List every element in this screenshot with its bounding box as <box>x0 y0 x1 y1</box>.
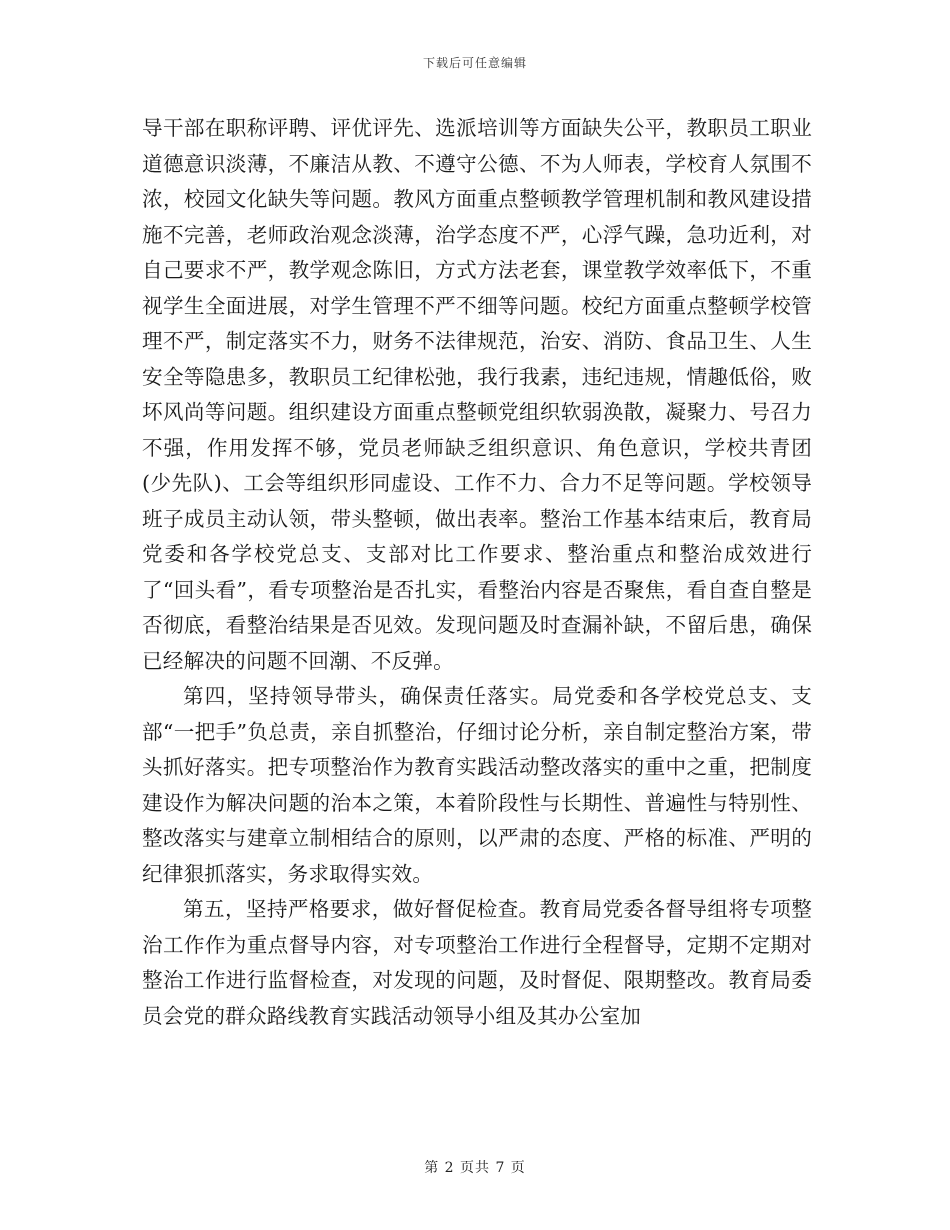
page-number-footer: 第 2 页共 7 页 <box>424 1160 526 1176</box>
paragraph-3: 第五，坚持严格要求，做好督促检查。教育局党委各督导组将专项整治工作作为重点督导内容，对专项整治工作进行全程督导，定期不定期对整治工作进行监督检查，对发现的问题，及时督促、限期整改。教育局委员会党的群众路线教育实践活动领导小组及其办公室加 <box>142 897 812 1028</box>
paragraph-2: 第四，坚持领导带头，确保责任落实。局党委和各学校党总支、支部“一把手”负总责，亲自抓整治，仔细讨论分析，亲自制定整治方案，带头抓好落实。把专项整治作为教育实践活动整改落实的重中之重，把制度建设作为解决问题的治本之策，本着阶段性与长期性、普遍性与特别性、整改落实与建章立制相结合的原则，以严肃的态度、严格的标准、严明的纪律狠抓落实，务求取得实效。 <box>142 684 812 886</box>
paragraph-1: 导干部在职称评聘、评优评先、选派培训等方面缺失公平，教职员工职业道德意识淡薄，不廉洁从教、不遵守公德、不为人师表，学校育人氛围不浓，校园文化缺失等问题。教风方面重点整顿教学管理机制和教风建设措施不完善，老师政治观念淡薄，治学态度不严，心浮气躁，急功近利，对自己要求不严，教学观念陈旧，方式方法老套，课堂教学效率低下，不重视学生全面进展，对学生管理不严不细等问题。校纪方面重点整顿学校管理不严，制定落实不力，财务不法律规范，治安、消防、食品卫生、人生安全等隐患多，教职员工纪律松弛，我行我素，违纪违规，情趣低俗，败坏风尚等问题。组织建设方面重点整顿党组织软弱涣散，凝聚力、号召力不强，作用发挥不够，党员老师缺乏组织意识、角色意识，学校共青团(少先队)、工会等组织形同虚设、工作不力、合力不足等问题。学校领导班子成员主动认领，带头整顿，做出表率。整治工作基本结束后，教育局党委和各学校党总支、支部对比工作要求、整治重点和整治成效进行了“回头看”，看专项整治是否扎实，看整治内容是否聚焦，看自查自整是否彻底，看整治结果是否见效。发现问题及时查漏补缺，不留后患，确保已经解决的问题不回潮、不反弹。 <box>142 116 812 673</box>
document-body <box>142 111 812 1034</box>
page-header: 下载后可任意编辑 <box>422 56 527 70</box>
